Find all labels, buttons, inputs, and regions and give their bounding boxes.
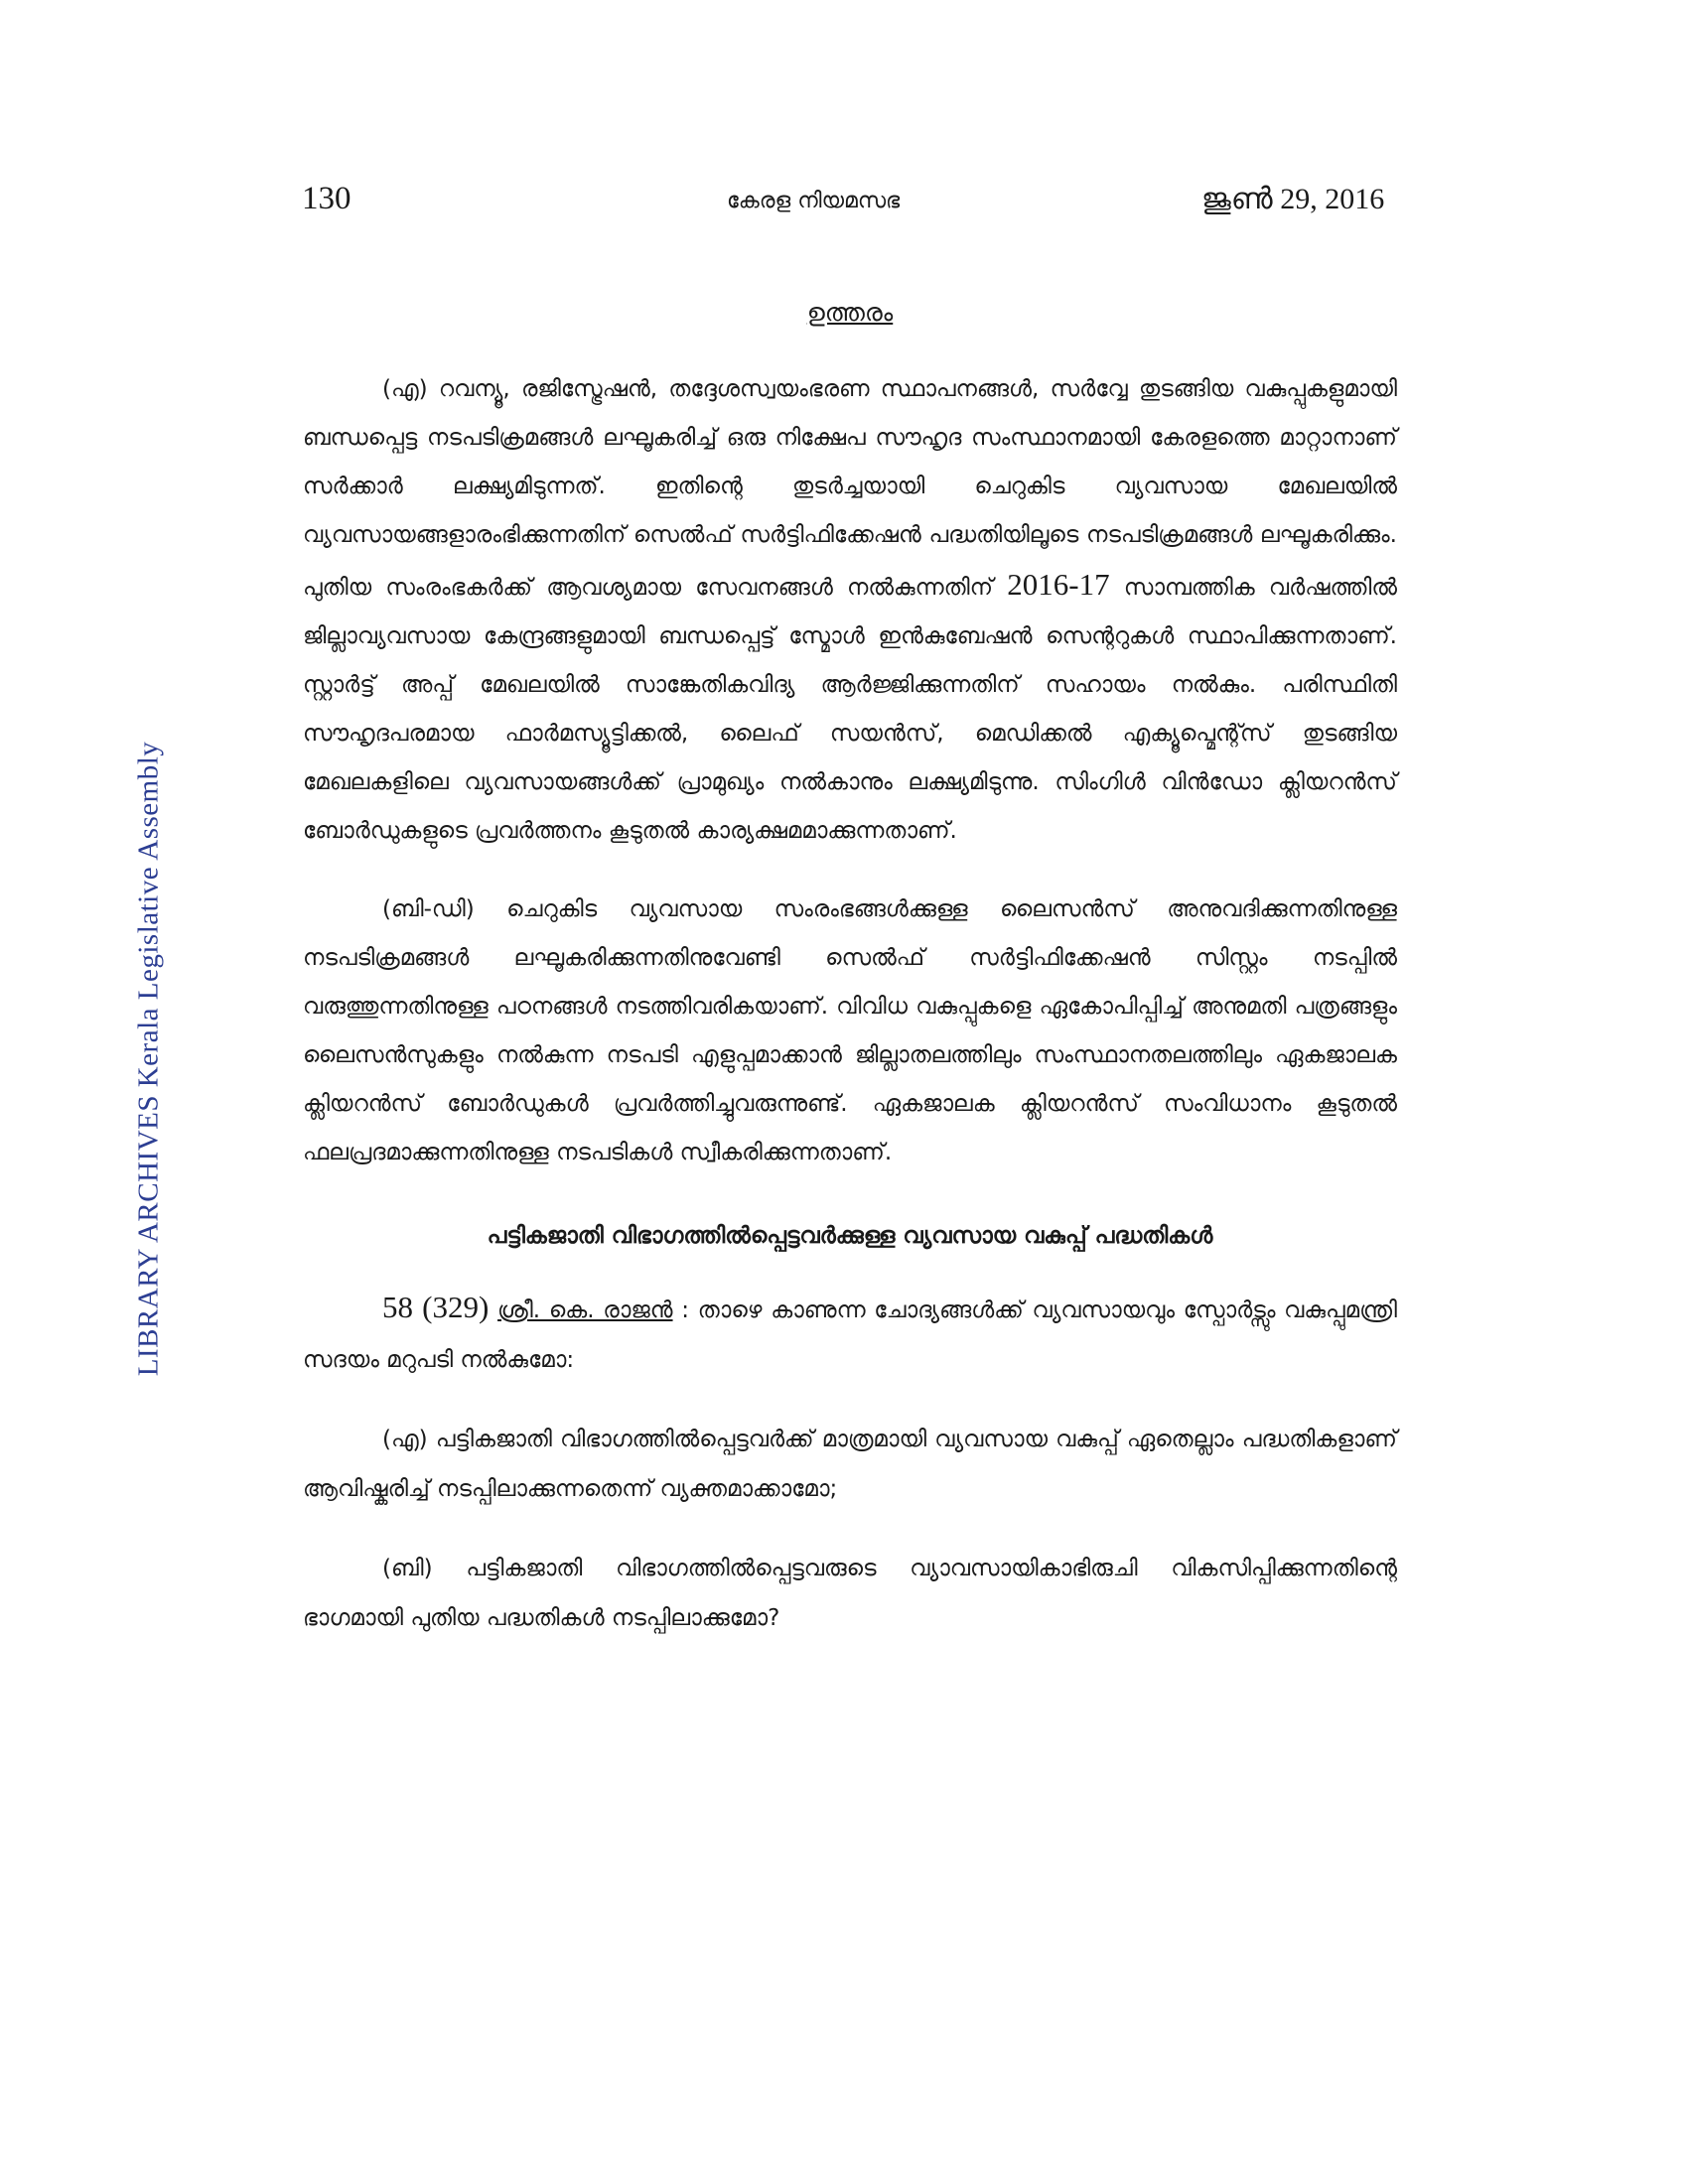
- page-number: 130: [302, 181, 352, 216]
- question-number: 58 (329): [382, 1290, 490, 1324]
- member-name: ശ്രീ. കെ. രാജൻ: [497, 1297, 673, 1323]
- answer-paragraph-bd: (ബി-ഡി) ചെറുകിട വ്യവസായ സംരംഭങ്ങൾക്കുള്ള ലൈസൻസ് അനുവദിക്കുന്നതിനുള്ള നടപടിക്രമങ്ങൾ ലഘൂകരിക്കുന്നതിനുവേണ്ടി സെൽഫ് സർട്ടിഫിക്കേഷൻ സിസ്റ്റം നടപ്പിൽ വരുത്തുന്നതിനുള്ള പഠനങ്ങൾ നടത്തിവരികയാണ്. വിവിധ വകുപ്പുകളെ ഏകോപിപ്പിച്ച് അനുമതി പത്രങ്ങളും ലൈസൻസുകളും നൽകുന്ന നടപടി എളുപ്പമാക്കാൻ ജില്ലാതലത്തിലും സംസ്ഥാനതലത്തിലും ഏകജാലക ക്ലിയറൻസ് ബോർഡുകൾ പ്രവർത്തിച്ചുവരുന്നുണ്ട്. ഏകജാലക ക്ലിയറൻസ് സംവിധാനം കൂടുതൽ ഫലപ്രദമാക്കുന്നതിനുള്ള നടപടികൾ സ്വീകരിക്കുന്നതാണ്.: [303, 896, 1397, 1165]
- document-body: [303, 298, 1397, 1673]
- answer-a-part2: സാമ്പത്തിക വർഷത്തിൽ ജില്ലാവ്യവസായ കേന്ദ്രങ്ങളുമായി ബന്ധപ്പെട്ട് സ്മോൾ ഇൻകുബേഷൻ സെന്ററുകൾ സ്ഥാപിക്കുന്നതാണ്. സ്റ്റാർട്ട് അപ്പ് മേഖലയിൽ സാങ്കേതികവിദ്യ ആർജ്ജിക്കുന്നതിന് സഹായം നൽകും. പരിസ്ഥിതി സൗഹൃദപരമായ ഫാർമസ്യൂട്ടിക്കൽ, ലൈഫ് സയൻസ്, മെഡിക്കൽ എക്യൂപ്മെന്റ്സ് തുടങ്ങിയ മേഖലകളിലെ വ്യവസായങ്ങൾക്ക് പ്രാമുഖ്യം നൽകാനും ലക്ഷ്യമിടുന്നു. സിംഗിൾ വിൻഡോ ക്ലിയറൻസ് ബോർഡുകളുടെ പ്രവർത്തനം കൂടുതൽ കാര്യക്ഷമമാക്കുന്നതാണ്.: [303, 575, 1397, 844]
- answer-paragraph-a: [303, 365, 1397, 856]
- financial-year: 2016-17: [1007, 567, 1110, 602]
- question-intro: [303, 1283, 1397, 1385]
- archive-watermark: LIBRARY ARCHIVES Kerala Legislative Assembly: [132, 741, 165, 1377]
- question-part-b: (ബി) പട്ടികജാതി വിഭാഗത്തിൽപ്പെട്ടവരുടെ വ്യാവസായികാഭിരുചി വികസിപ്പിക്കുന്നതിന്റെ ഭാഗമായി പുതിയ പദ്ധതികൾ നടപ്പിലാക്കുമോ?: [303, 1556, 1397, 1631]
- question-part-a: (എ) പട്ടികജാതി വിഭാഗത്തിൽപ്പെട്ടവർക്ക് മാത്രമായി വ്യവസായ വകുപ്പ് ഏതെല്ലാം പദ്ധതികളാണ് ആവിഷ്കരിച്ച് നടപ്പിലാക്കുന്നതെന്ന് വ്യക്തമാക്കാമോ;: [303, 1427, 1397, 1502]
- answer-a-part1: (എ) റവന്യൂ, രജിസ്ട്രേഷൻ, തദ്ദേശസ്വയംഭരണ സ്ഥാപനങ്ങൾ, സർവ്വേ തുടങ്ങിയ വകുപ്പുകളുമായി ബന്ധപ്പെട്ട നടപടിക്രമങ്ങൾ ലഘൂകരിച്ച് ഒരു നിക്ഷേപ സൗഹൃദ സംസ്ഥാനമായി കേരളത്തെ മാറ്റാനാണ് സർക്കാർ ലക്ഷ്യമിടുന്നത്. ഇതിന്റെ തുടർച്ചയായി ചെറുകിട വ്യവസായ മേഖലയിൽ വ്യവസായങ്ങളാരംഭിക്കുന്നതിന് സെൽഫ് സർട്ടിഫിക്കേഷൻ പദ്ധതിയിലൂടെ നടപടിക്രമങ്ങൾ ലഘൂകരിക്കും. പുതിയ സംരംഭകർക്ക് ആവശ്യമായ സേവനങ്ങൾ നൽകുന്നതിന്: [303, 376, 1397, 601]
- question-heading: പട്ടികജാതി വിഭാഗത്തിൽപ്പെട്ടവർക്കുള്ള വ്യവസായ വകുപ്പ് പദ്ധതികൾ: [487, 1223, 1213, 1249]
- running-title: കേരള നിയമസഭ: [727, 189, 901, 213]
- page-date: ജൂൺ 29, 2016: [1201, 183, 1385, 215]
- answer-heading: ഉത്തരം: [806, 298, 894, 327]
- question-text: : താഴെ കാണുന്ന ചോദ്യങ്ങൾക്ക് വ്യവസായവും സ്പോർട്സും വകുപ്പുമന്ത്രി സദയം മറുപടി നൽകുമോ:: [303, 1297, 1397, 1373]
